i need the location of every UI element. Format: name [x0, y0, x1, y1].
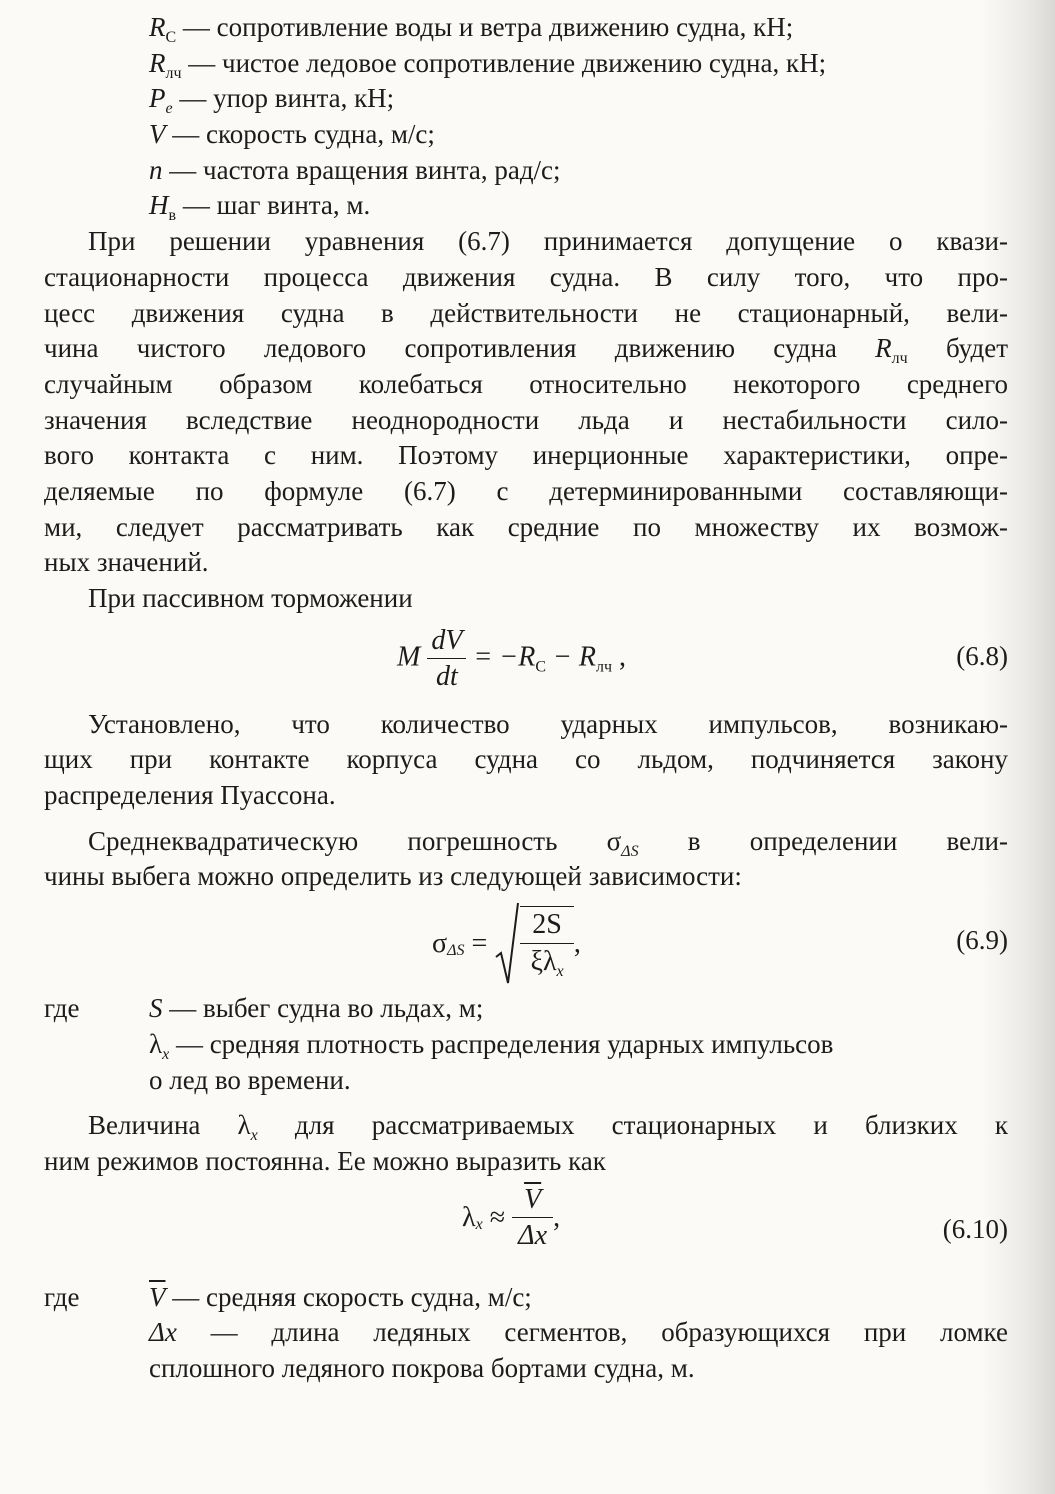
lambda-symbol: λ	[462, 1201, 476, 1233]
where-label: где	[44, 993, 80, 1024]
subscript: С	[535, 658, 547, 676]
definition-item: о лед во времени.	[149, 1064, 351, 1095]
text-block	[44, 10, 1008, 1387]
paragraph-line: щих при контакте корпуса судна со льдом, подчиняется закону	[44, 744, 1008, 775]
denominator: Δx	[518, 1220, 548, 1252]
subscript: x	[162, 1045, 170, 1063]
denominator: $\xi\lambda_x$	[530, 946, 564, 981]
equation-number: (6.9)	[956, 925, 1008, 956]
subscript: С	[165, 29, 177, 46]
equation-number: (6.10)	[942, 1213, 1008, 1244]
rhs-part: − R	[546, 641, 597, 673]
symbol: P	[149, 83, 166, 114]
definition-item	[44, 1280, 1008, 1316]
paragraph-line: значения вследствие неоднородности льда и нестабильности сило-	[44, 404, 1008, 435]
paragraph-line: цесс движения судна в действительности не стационарный, вели-	[44, 297, 1008, 328]
equation-punct: ,	[553, 1201, 561, 1233]
paragraph-line: ных значений.	[44, 547, 209, 578]
paragraph-line: деляемые по формуле (6.7) с детерминированными составляющи-	[44, 475, 1008, 506]
definition-text: — средняя плотность распределения ударных импульсов	[169, 1028, 834, 1059]
subscript: лч	[891, 350, 908, 368]
definition-item	[44, 1027, 1008, 1063]
definition-text: — чистое ледовое сопротивление движению судна, кН;	[181, 47, 827, 78]
denominator: dt	[435, 661, 458, 693]
symbol: R	[149, 47, 166, 78]
symbol: R	[149, 12, 166, 42]
equation-punct: ,	[612, 641, 627, 673]
paragraph-line: вого контакта с ним. Поэтому инерционные характеристики, опре-	[44, 440, 1008, 471]
paragraph-line	[44, 1108, 1008, 1144]
approx-sign: ≈	[482, 1201, 513, 1233]
equation-body: σ ΔS = $\frac{2S}{\xi\lambda_x}$ ,	[432, 901, 581, 987]
equation-6-10	[44, 1180, 1008, 1280]
subscript: x	[250, 1127, 258, 1145]
definition-item	[44, 991, 1008, 1027]
equation-6-8	[44, 617, 1008, 697]
equation-body	[397, 623, 626, 695]
definition-item	[44, 10, 1008, 46]
paragraph-line: чины выбега можно определить из следующей зависимости:	[44, 861, 742, 892]
definition-item	[44, 117, 1008, 153]
subscript: лч	[165, 64, 182, 82]
definition-text: — средняя скорость судна, м/с;	[165, 1281, 532, 1312]
sigma-symbol: σ	[432, 928, 448, 960]
subscript: ΔS	[621, 842, 639, 860]
text-span: в определении вели-	[638, 825, 1008, 856]
symbol: R	[875, 333, 892, 364]
definition-item	[44, 46, 1008, 82]
text-span: будет	[907, 333, 1008, 364]
text-span: для рассматриваемых стационарных и близких к	[257, 1110, 1008, 1141]
numerator: 2S	[520, 907, 574, 944]
equation-punct: ,	[573, 928, 581, 960]
paragraph-line: стационарности процесса движения судна. В силу того, что про-	[44, 261, 1008, 292]
sqrt-icon	[494, 901, 520, 987]
paragraph-line: случайным образом колебаться относительно некоторого среднего	[44, 368, 1008, 399]
fraction	[520, 906, 574, 979]
symbol: S	[149, 993, 163, 1024]
subscript: в	[168, 207, 177, 225]
paragraph-line: распределения Пуассона.	[44, 780, 336, 811]
symbol: V	[149, 119, 166, 150]
definition-text: — шаг винта, м.	[176, 190, 371, 221]
symbol: n	[149, 154, 163, 185]
paragraph-line: ми, следует рассматривать как средние по множеству их возмож-	[44, 511, 1008, 542]
definition-item	[44, 1315, 1008, 1351]
paragraph-line: При решении уравнения (6.7) принимается допущение о квази-	[88, 226, 1008, 257]
equation-body: λ x ≈ $\frac{\overline{V}}{\Delta x}$ ,	[462, 1182, 560, 1254]
where-label: где	[44, 1281, 80, 1312]
definition-text: — частота вращения винта, рад/с;	[162, 154, 561, 185]
numerator: dV	[427, 623, 466, 660]
paragraph-line: ним режимов постоянна. Ее можно выразить как	[44, 1145, 606, 1176]
definition-text: — упор винта, кН;	[172, 83, 395, 114]
subscript: e	[165, 100, 173, 118]
equation-6-9	[44, 895, 1008, 991]
symbol: H	[149, 190, 169, 221]
text-span: Величина λ	[88, 1110, 251, 1141]
text-span: чина чистого ледового сопротивления движению судна	[44, 333, 876, 364]
fraction	[427, 623, 466, 695]
symbol: λ	[149, 1028, 163, 1059]
equals-sign: =	[464, 928, 495, 960]
definition-text: — скорость судна, м/с;	[165, 119, 435, 150]
definition-text: — сопротивление воды и ветра движению судна, кН;	[176, 12, 794, 42]
symbol: Δx	[149, 1317, 177, 1348]
paragraph-line	[44, 824, 1008, 860]
mass-symbol: M	[397, 641, 421, 673]
symbol: $\overline{V}$	[149, 1281, 166, 1312]
paragraph-line: При пассивном торможении	[88, 583, 413, 613]
text-span: Среднеквадратическую погрешность σ	[88, 825, 622, 856]
definition-item: сплошного ледяного покрова бортами судна, м.	[149, 1352, 695, 1383]
fraction	[512, 1182, 553, 1254]
subscript: лч	[596, 658, 613, 676]
numerator: $\overline{V}$	[512, 1182, 553, 1219]
definition-text: — длина ледяных сегментов, образующихся при ломке	[176, 1317, 1008, 1348]
definition-item	[44, 153, 1008, 189]
rhs-part: = −R	[466, 641, 536, 673]
paragraph-line: Установлено, что количество ударных импульсов, возникаю-	[88, 708, 1008, 739]
definition-item	[44, 188, 1008, 224]
definition-item	[44, 81, 1008, 117]
definition-text: — выбег судна во льдах, м;	[162, 993, 484, 1024]
equation-number: (6.8)	[956, 640, 1008, 671]
paragraph-line	[44, 331, 1008, 367]
